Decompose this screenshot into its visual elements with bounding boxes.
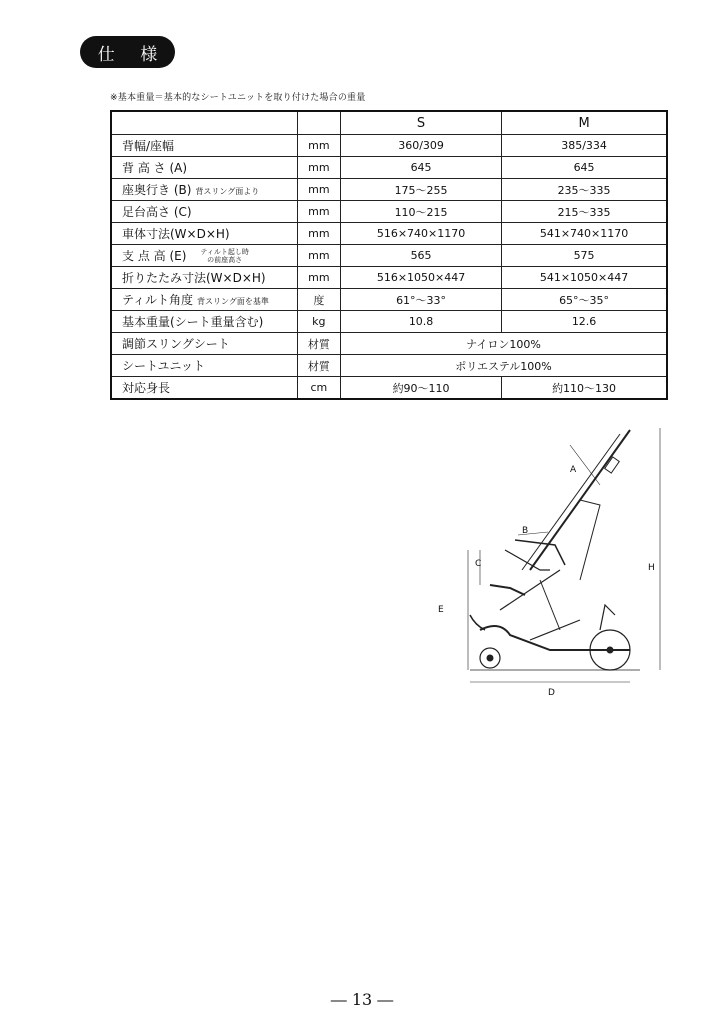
front-caster-hub (487, 655, 493, 661)
row-value-s: 110〜215 (341, 201, 502, 223)
row-item: 座奥行き (B) (122, 183, 192, 197)
table-row (111, 289, 667, 311)
row-value-m: 541×740×1170 (502, 223, 667, 245)
wheelchair-dimension-diagram (430, 420, 670, 710)
lower-strut (530, 620, 580, 640)
row-value-s: 約90〜110 (341, 377, 502, 400)
row-item-cell (111, 179, 297, 201)
row-value-s: 516×740×1170 (341, 223, 502, 245)
row-item: 対応身長 (111, 377, 297, 400)
row-value-s: 175〜255 (341, 179, 502, 201)
spec-table (110, 110, 668, 400)
label-d: D (548, 688, 555, 698)
row-unit: cm (297, 377, 340, 400)
label-a: A (570, 465, 577, 475)
push-handle (605, 457, 620, 473)
row-item: 足台高さ (C) (111, 201, 297, 223)
section-heading: 仕 様 (80, 36, 175, 68)
row-value-s: 61°〜33° (341, 289, 502, 311)
row-value-m: 12.6 (502, 311, 667, 333)
row-value-m: 541×1050×447 (502, 267, 667, 289)
header-blank-item (111, 111, 297, 135)
row-item: 背幅/座幅 (111, 135, 297, 157)
row-item: 基本重量(シート重量含む) (111, 311, 297, 333)
row-unit: mm (297, 223, 340, 245)
table-row (111, 245, 667, 267)
row-unit: 度 (297, 289, 340, 311)
label-b: B (522, 526, 529, 536)
back-sling (580, 500, 600, 580)
table-row (111, 157, 667, 179)
label-h: H (648, 563, 655, 573)
row-unit: mm (297, 157, 340, 179)
tilt-link (540, 580, 560, 630)
front-strut (500, 570, 560, 610)
header-blank-unit (297, 111, 340, 135)
table-row (111, 201, 667, 223)
row-value-s: 10.8 (341, 311, 502, 333)
row-item: 背 高 さ (A) (111, 157, 297, 179)
row-unit: mm (297, 267, 340, 289)
row-unit: kg (297, 311, 340, 333)
tilt-lever (600, 605, 615, 630)
table-row (111, 355, 667, 377)
table-row (111, 223, 667, 245)
row-unit: 材質 (297, 333, 340, 355)
table-row (111, 267, 667, 289)
row-item-cell (111, 245, 297, 267)
footrest (490, 585, 525, 595)
header-size-s: S (341, 111, 502, 135)
row-item: 車体寸法(W×D×H) (111, 223, 297, 245)
row-item: ティルト角度 (122, 293, 194, 307)
table-row (111, 333, 667, 355)
row-value-merged: ナイロン100% (341, 333, 668, 355)
page-number: ― 13 ― (330, 990, 394, 1009)
row-item-note: 背スリング面を基準 (197, 297, 269, 306)
seat-frame (515, 540, 565, 565)
table-header-row (111, 111, 667, 135)
row-value-m: 65°〜35° (502, 289, 667, 311)
weight-note: ※基本重量＝基本的なシートユニットを取り付けた場合の重量 (110, 93, 366, 103)
row-item-note (200, 248, 248, 264)
row-value-s: 516×1050×447 (341, 267, 502, 289)
row-unit: mm (297, 245, 340, 267)
row-value-m: 235〜335 (502, 179, 667, 201)
row-value-m: 645 (502, 157, 667, 179)
row-item: 調節スリングシート (111, 333, 297, 355)
label-c: C (475, 559, 482, 569)
row-item-note-line1: ティルト起し時 (200, 248, 249, 257)
row-value-m: 約110〜130 (502, 377, 667, 400)
row-value-s: 360/309 (341, 135, 502, 157)
row-value-merged: ポリエステル100% (341, 355, 668, 377)
row-unit: mm (297, 179, 340, 201)
row-item: シートユニット (111, 355, 297, 377)
label-e: E (438, 605, 444, 615)
table-row (111, 135, 667, 157)
row-item-cell (111, 289, 297, 311)
row-unit: mm (297, 201, 340, 223)
back-frame-inner (522, 434, 620, 570)
table-row (111, 377, 667, 400)
row-unit: mm (297, 135, 340, 157)
row-item: 折りたたみ寸法(W×D×H) (111, 267, 297, 289)
header-size-m: M (502, 111, 667, 135)
row-value-m: 575 (502, 245, 667, 267)
row-item-note: 背スリング面より (195, 187, 260, 196)
table-row (111, 311, 667, 333)
row-item-note-line2: の前座高さ (207, 256, 243, 265)
table-row (111, 179, 667, 201)
wheelchair-drawing (430, 420, 670, 710)
row-value-s: 565 (341, 245, 502, 267)
row-value-s: 645 (341, 157, 502, 179)
row-value-m: 215〜335 (502, 201, 667, 223)
row-item: 支 点 高 (E) (122, 248, 187, 263)
row-value-m: 385/334 (502, 135, 667, 157)
row-unit: 材質 (297, 355, 340, 377)
